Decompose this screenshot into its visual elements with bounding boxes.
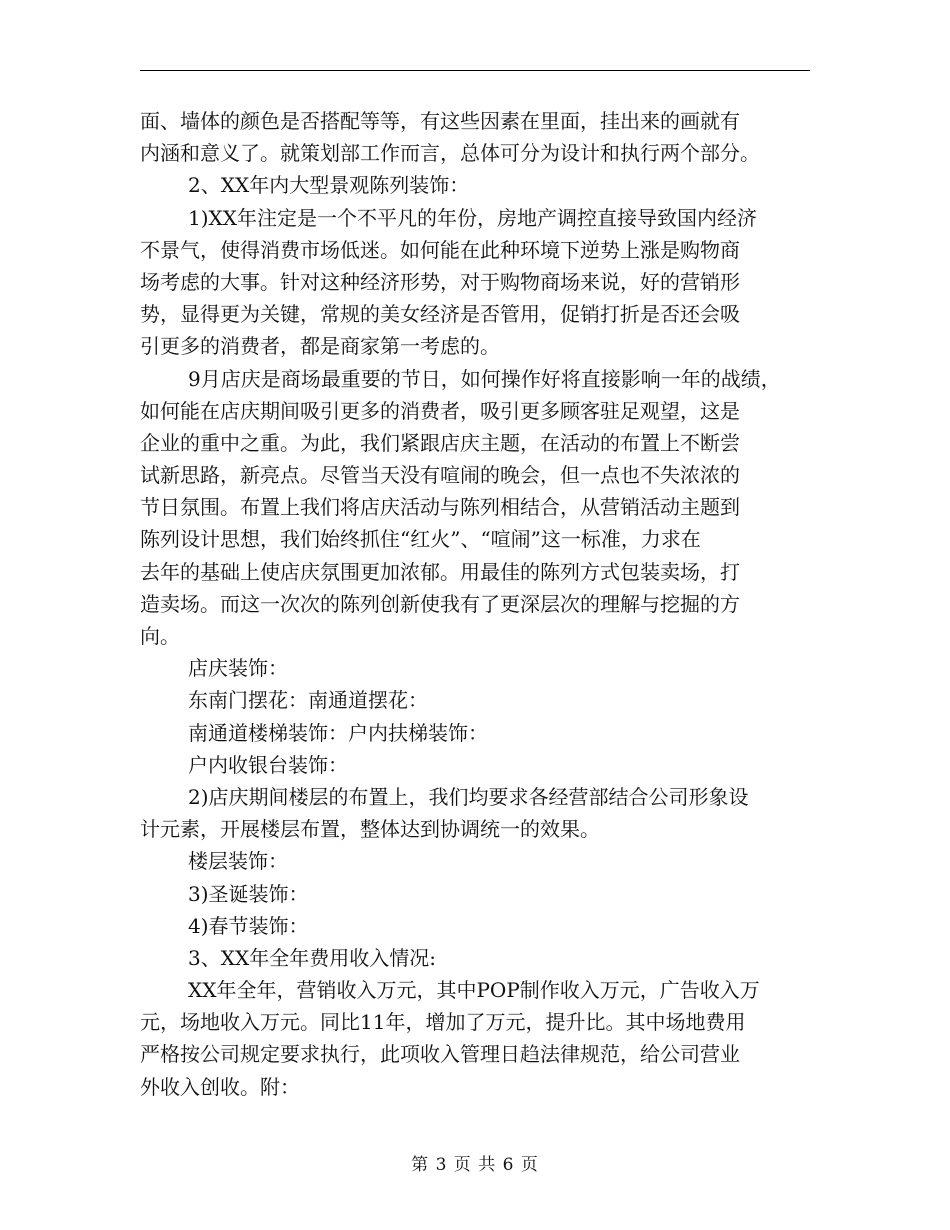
body-text <box>140 105 830 1103</box>
text-line: 户内收银台装饰： <box>188 752 348 777</box>
text-line: 场考虑的大事。针对这种经济形势，对于购物商场来说，好的营销形 <box>140 269 740 294</box>
text-line: 东南门摆花：南通道摆花： <box>188 688 428 713</box>
header-rule <box>140 70 810 71</box>
text-line: 1)XX年注定是一个不平凡的年份，房地产调控直接导致国内经济 <box>188 205 758 230</box>
text-line: 不景气，使得消费市场低迷。如何能在此种环境下逆势上涨是购物商 <box>140 237 740 262</box>
text-line: 楼层装饰： <box>188 849 288 874</box>
text-line: 3)圣诞装饰： <box>188 881 309 906</box>
text-line: 严格按公司规定要求执行，此项收入管理日趋法律规范，给公司营业 <box>140 1042 740 1067</box>
text-line: 南通道楼梯装饰：户内扶梯装饰： <box>188 720 488 745</box>
text-line: 内涵和意义了。就策划部工作而言，总体可分为设计和执行两个部分。 <box>140 141 760 166</box>
text-line: 店庆装饰： <box>188 656 288 681</box>
text-line: 元，场地收入万元。同比11年，增加了万元，提升比。其中场地费用 <box>140 1010 746 1035</box>
text-line: 2、XX年内大型景观陈列装饰： <box>188 173 470 198</box>
text-line: 外收入创收。附： <box>140 1074 300 1099</box>
text-line: 去年的基础上使店庆氛围更加浓郁。用最佳的陈列方式包装卖场，打 <box>140 559 740 584</box>
text-line: 试新思路，新亮点。尽管当天没有喧闹的晚会，但一点也不失浓浓的 <box>140 463 740 488</box>
text-line: 9月店庆是商场最重要的节日，如何操作好将直接影响一年的战绩， <box>188 366 781 391</box>
text-line: 企业的重中之重。为此，我们紧跟店庆主题，在活动的布置上不断尝 <box>140 430 740 455</box>
text-line: 3、XX年全年费用收入情况: <box>188 945 436 970</box>
text-line: 引更多的消费者，都是商家第一考虑的。 <box>140 334 500 359</box>
page-footer: 第 3 页 共 6 页 <box>411 1155 539 1175</box>
text-line: 陈列设计思想，我们始终抓住“红火”、“喧闹”这一标准，力求在 <box>140 527 701 552</box>
text-line: 造卖场。而这一次次的陈列创新使我有了更深层次的理解与挖掘的方 <box>140 591 740 616</box>
text-line: 计元素，开展楼层布置，整体达到协调统一的效果。 <box>140 817 600 842</box>
text-line: 向。 <box>140 624 180 648</box>
text-line: 面、墙体的颜色是否搭配等等，有这些因素在里面，挂出来的画就有 <box>140 109 740 133</box>
text-line: 节日氛围。布置上我们将店庆活动与陈列相结合，从营销活动主题到 <box>140 495 740 520</box>
text-line: XX年全年，营销收入万元，其中POP制作收入万元，广告收入万 <box>188 978 760 1003</box>
text-line: 如何能在店庆期间吸引更多的消费者，吸引更多顾客驻足观望，这是 <box>140 398 740 423</box>
text-line: 2)店庆期间楼层的布置上，我们均要求各经营部结合公司形象设 <box>188 784 749 809</box>
text-line: 势，显得更为关键，常规的美女经济是否管用，促销打折是否还会吸 <box>140 302 740 327</box>
text-line: 4)春节装饰： <box>188 913 309 938</box>
